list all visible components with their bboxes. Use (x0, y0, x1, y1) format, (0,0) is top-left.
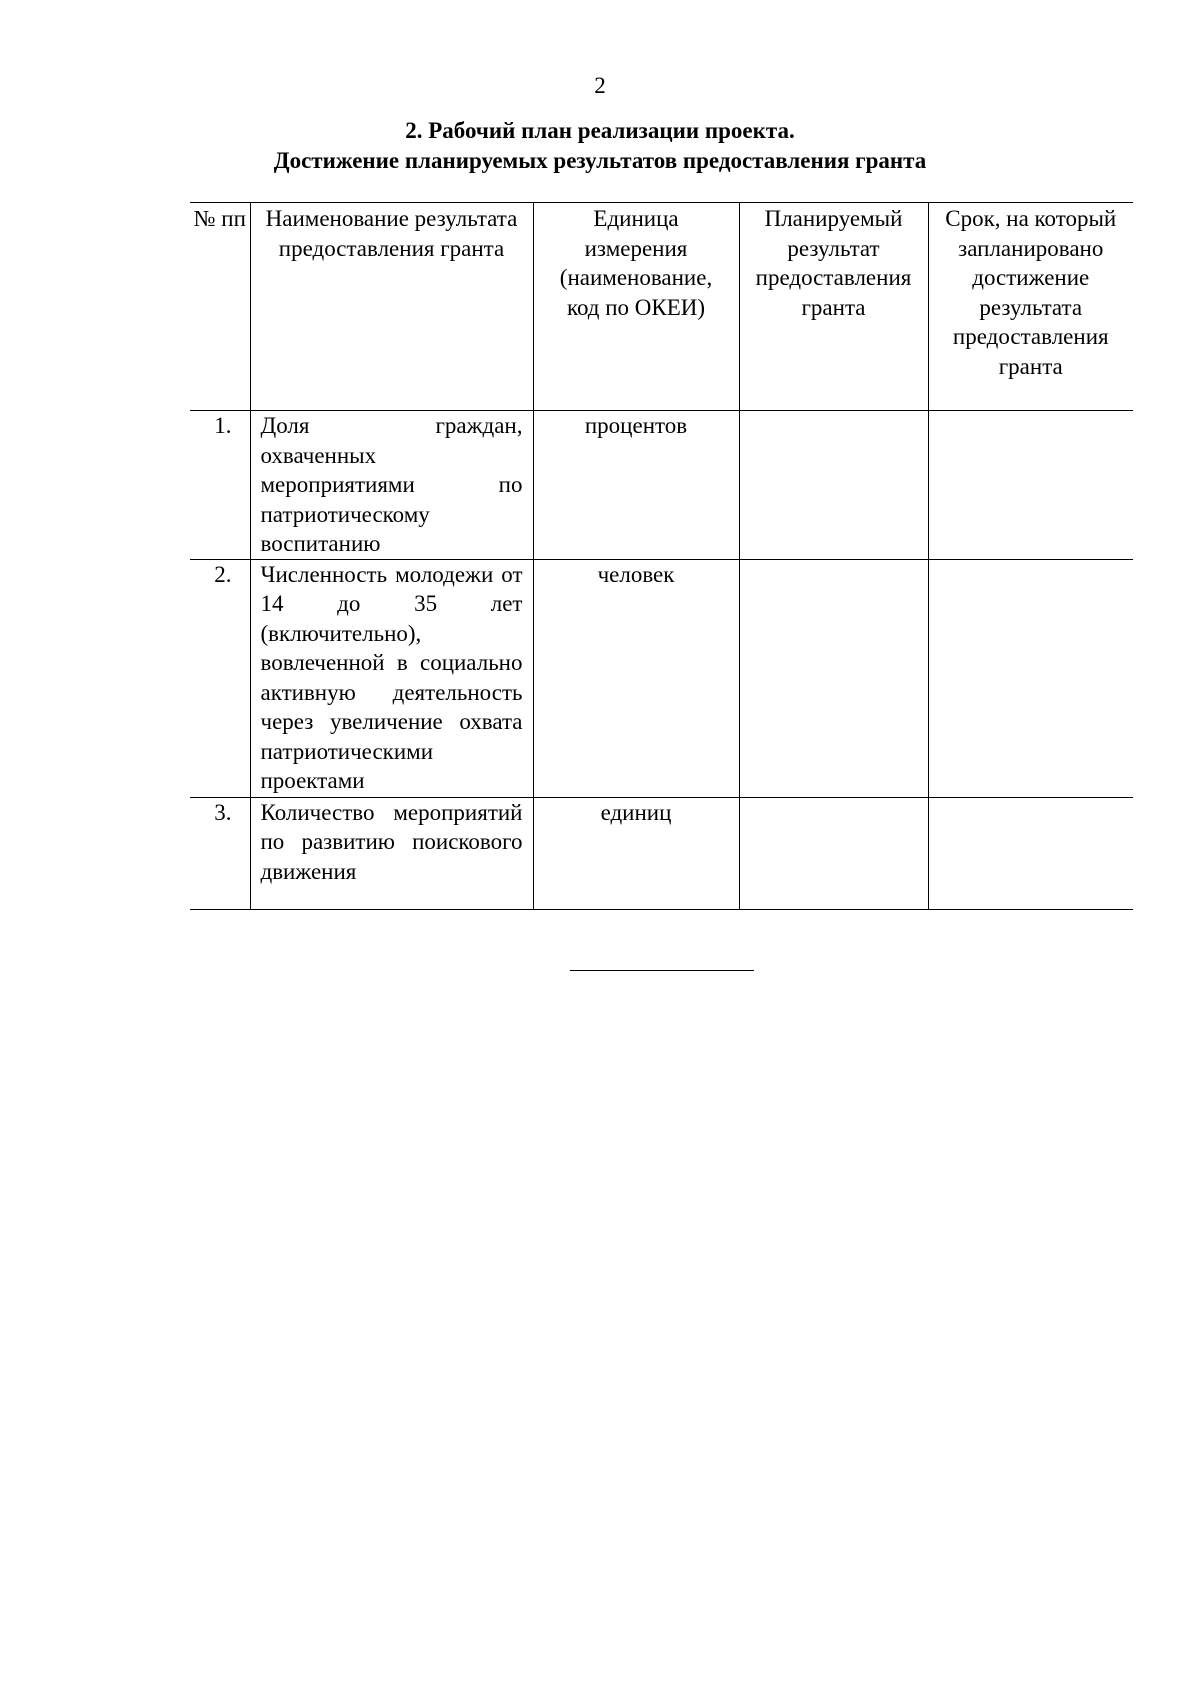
row-number: 1. (190, 411, 250, 560)
page-number: 2 (594, 73, 606, 98)
column-header-deadline: Срок, на который запланировано достижение результата предоставления гранта (928, 203, 1133, 411)
heading-line-1: 2. Рабочий план реализации проекта. (405, 118, 795, 143)
table-header-row (190, 203, 1133, 411)
result-name: Численность молодежи от 14 до 35 лет (включительно), вовлеченной в социально активную деятельность через увеличение охвата патриотическими проектами (250, 559, 533, 797)
measurement-unit: процентов (533, 411, 739, 560)
row-number: 3. (190, 797, 250, 909)
table-row (190, 411, 1133, 560)
result-name: Доля граждан, охваченных мероприятиями по патриотическому воспитанию (250, 411, 533, 560)
column-header-unit: Единица измерения (наименование, код по ОКЕИ) (533, 203, 739, 411)
result-name: Количество мероприятий по развитию поискового движения (250, 797, 533, 909)
column-header-planned: Планируемый результат предоставления гранта (739, 203, 928, 411)
row-number: 2. (190, 559, 250, 797)
planned-result-cell (739, 797, 928, 909)
table-row (190, 559, 1133, 797)
column-header-name: Наименование результата предоставления гранта (250, 203, 533, 411)
deadline-cell (928, 797, 1133, 909)
deadline-cell (928, 559, 1133, 797)
measurement-unit: единиц (533, 797, 739, 909)
column-header-number: № пп (190, 203, 250, 411)
measurement-unit: человек (533, 559, 739, 797)
planned-result-cell (739, 559, 928, 797)
heading-line-2: Достижение планируемых результатов предоставления гранта (273, 148, 927, 173)
planned-result-cell (739, 411, 928, 560)
results-table (190, 202, 1133, 910)
deadline-cell (928, 411, 1133, 560)
table-row (190, 797, 1133, 909)
end-of-document-rule (570, 970, 754, 971)
section-heading (0, 116, 1200, 176)
